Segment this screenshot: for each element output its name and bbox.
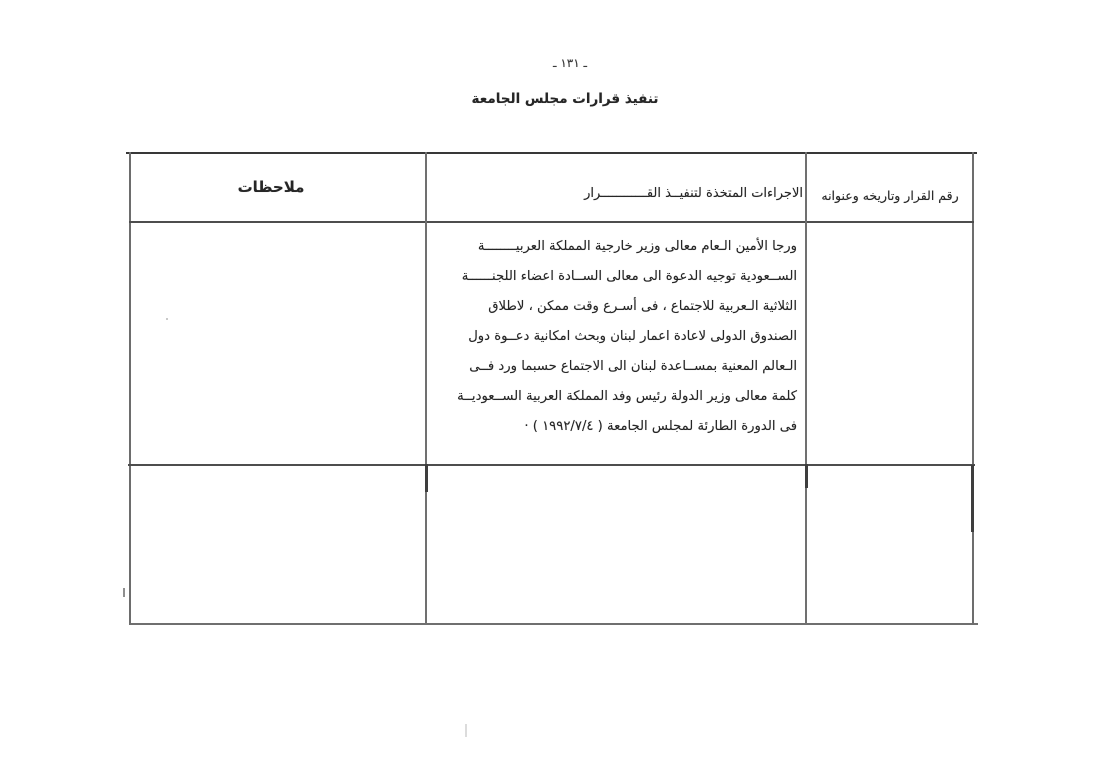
scan-line-artifact bbox=[425, 464, 428, 492]
table-header-divider bbox=[129, 221, 974, 223]
scan-line-artifact bbox=[971, 465, 974, 532]
scan-line-artifact bbox=[805, 464, 808, 488]
table-row-divider bbox=[128, 464, 975, 466]
actions-text-line: الصندوق الدولى لاعادة اعمار لبنان وبحث امكانية دعــوة دول bbox=[468, 329, 797, 344]
actions-text-line: ورجا الأمين الـعام معالى وزير خارجية المملكة العربيــــــــة bbox=[477, 239, 797, 254]
table-border-bottom bbox=[129, 623, 978, 625]
actions-text-line: الثلاثية الـعربية للاجتماع ، فى أسـرع وقت ممكن ، لاطلاق bbox=[488, 299, 797, 314]
page-number: ـ ١٣١ ـ bbox=[552, 56, 588, 70]
table-border-top bbox=[126, 152, 977, 154]
actions-text-line: كلمة معالى وزير الدولة رئيس وفد المملكة العربية الســعوديــة bbox=[457, 389, 797, 404]
column-header-notes: ملاحظات bbox=[237, 178, 305, 196]
table-column-divider-decision bbox=[805, 152, 807, 625]
table-column-divider-notes bbox=[425, 152, 427, 625]
actions-text-line: فى الدورة الطارئة لمجلس الجامعة ( ١٩٩٢/٧/٤ ) · bbox=[524, 419, 797, 434]
scan-speck bbox=[465, 724, 467, 737]
column-header-decision-number: رقم القرار وتاريخه وعنوانه bbox=[821, 188, 959, 203]
actions-text-line: الســعودية توجيه الدعوة الى معالى الســادة اعضاء اللجنــــــة bbox=[461, 269, 797, 284]
actions-text-line: الـعالم المعنية بمســاعدة لبنان الى الاجتماع حسبما ورد فــى bbox=[469, 359, 797, 374]
scan-speck bbox=[166, 318, 168, 320]
column-header-actions-taken: الاجراءات المتخذة لتنفيــذ القــــــــــــرار bbox=[584, 186, 803, 201]
page-title: تنفيذ قرارات مجلس الجامعة bbox=[471, 91, 659, 107]
scan-speck bbox=[123, 588, 125, 597]
actions-cell-text bbox=[431, 232, 797, 442]
decisions-table bbox=[129, 152, 974, 625]
